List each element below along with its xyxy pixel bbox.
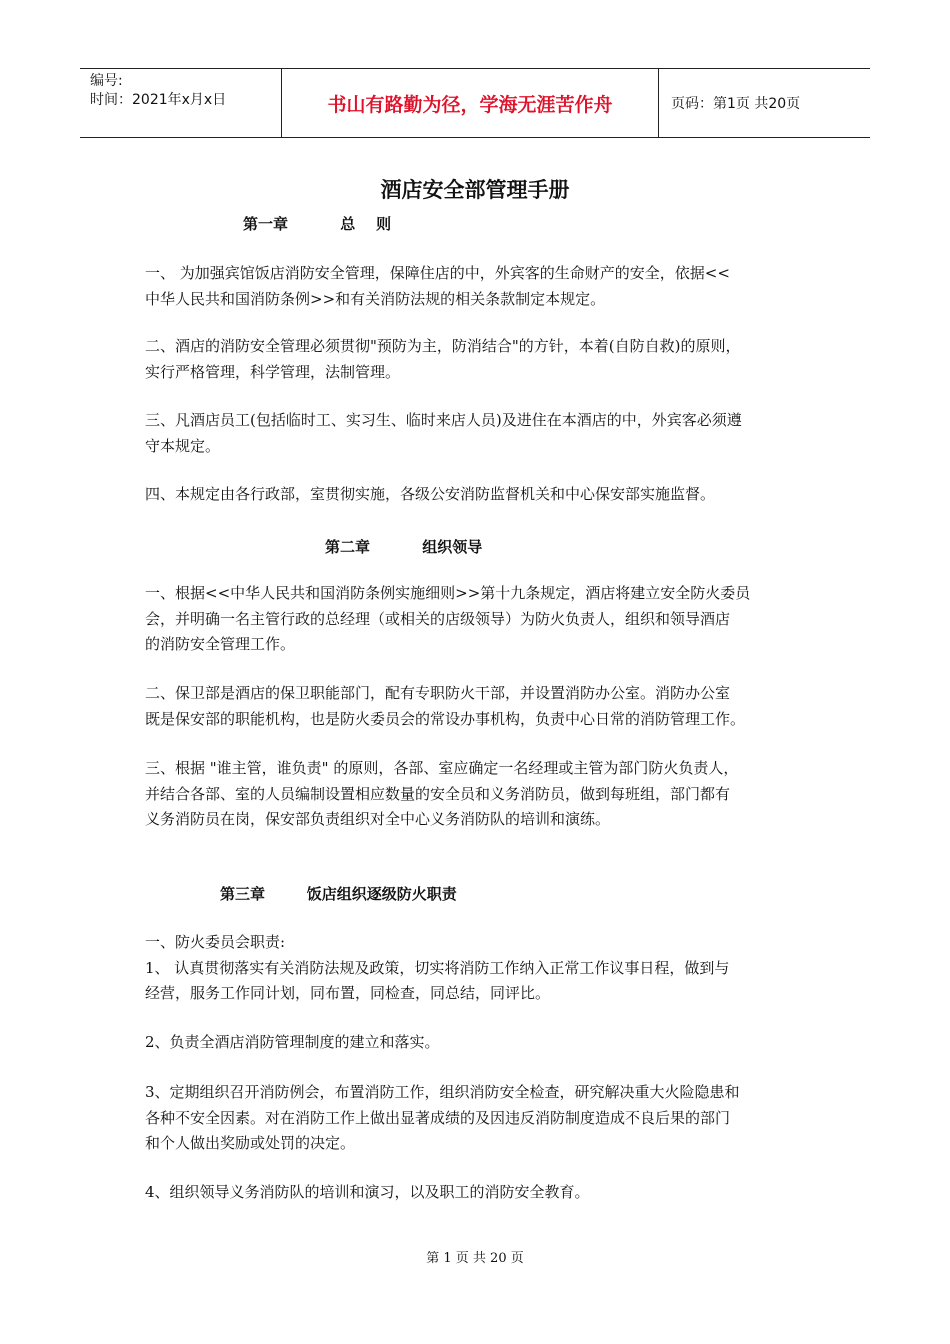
page-footer: 第 1 页 共 20 页 xyxy=(426,1251,524,1266)
page-header xyxy=(80,68,870,138)
text-line: 三、根据 "谁主管，谁负责" 的原则，各部、室应确定一名经理或主管为部门防火负责人， xyxy=(145,759,739,777)
paragraph xyxy=(145,334,810,385)
text-line: 的消防安全管理工作。 xyxy=(145,635,296,653)
number-label: 编号: xyxy=(90,73,123,89)
header-page-info: 页码：第1页 共20页 xyxy=(671,96,801,112)
paragraph xyxy=(145,1080,810,1157)
paragraph xyxy=(145,408,810,459)
text-line: 1、 认真贯彻落实有关消防法规及政策，切实将消防工作纳入正常工作议事日程，做到与 xyxy=(145,958,730,977)
text-line: 3、定期组织召开消防例会，布置消防工作，组织消防安全检查，研究解决重大火险隐患和 xyxy=(145,1083,740,1101)
text-line: 实行严格管理，科学管理，法制管理。 xyxy=(145,362,401,381)
text-line: 一、根据<<中华人民共和国消防条例实施细则>>第十九条规定，酒店将建立安全防火委员 xyxy=(145,584,751,602)
text-line: 四、本规定由各行政部，室贯彻实施，各级公安消防监督机关和中心保安部实施监督。 xyxy=(145,485,716,503)
text-line: 和个人做出奖励或处罚的决定。 xyxy=(145,1134,356,1152)
text-line: 经营，服务工作同计划，同布置，同检查，同总结，同评比。 xyxy=(145,984,551,1002)
chapter-3-heading: 第三章 饭店组织逐级防火职责 xyxy=(220,885,457,903)
paragraph xyxy=(145,482,810,508)
text-line: 二、保卫部是酒店的保卫职能部门，配有专职防火干部，并设置消防办公室。消防办公室 xyxy=(145,684,731,702)
text-line: 中华人民共和国消防条例>>和有关消防法规的相关条款制定本规定。 xyxy=(145,289,606,308)
paragraph xyxy=(145,681,810,732)
chapter-1-heading: 第一章 总 则 xyxy=(243,215,392,233)
text-line: 4、组织领导义务消防队的培训和演习，以及职工的消防安全教育。 xyxy=(145,1183,590,1201)
paragraph xyxy=(145,930,810,1007)
text-line: 义务消防员在岗，保安部负责组织对全中心义务消防队的培训和演练。 xyxy=(145,810,611,828)
text-line: 并结合各部、室的人员编制设置相应数量的安全员和义务消防员，做到每班组，部门都有 xyxy=(145,784,731,803)
paragraph xyxy=(145,581,810,658)
time-label: 时间：2021年x月x日 xyxy=(90,92,227,108)
paragraph xyxy=(145,756,810,833)
text-line: 2、负责全酒店消防管理制度的建立和落实。 xyxy=(145,1033,440,1051)
header-meta xyxy=(80,69,282,137)
text-line: 守本规定。 xyxy=(145,436,221,455)
text-line: 二、酒店的消防安全管理必须贯彻"预防为主，防消结合"的方针，本着(自防自救)的原则， xyxy=(145,337,741,355)
text-line: 既是保安部的职能机构，也是防火委员会的常设办事机构，负责中心日常的消防管理工作。 xyxy=(145,709,746,728)
paragraph xyxy=(145,261,810,312)
text-line: 三、凡酒店员工(包括临时工、实习生、临时来店人员)及进住在本酒店的中，外宾客必须遵 xyxy=(145,411,742,429)
text-line: 一、防火委员会职责: xyxy=(145,933,286,951)
document-title: 酒店安全部管理手册 xyxy=(380,178,570,202)
text-line: 会，并明确一名主管行政的总经理（或相关的店级领导）为防火负责人，组织和领导酒店 xyxy=(145,609,731,628)
header-motto: 书山有路勤为径，学海无涯苦作舟 xyxy=(282,69,659,137)
paragraph xyxy=(145,1030,810,1056)
text-line: 各种不安全因素。对在消防工作上做出显著成绩的及因违反消防制度造成不良后果的部门 xyxy=(145,1108,731,1127)
chapter-2-heading: 第二章 组织领导 xyxy=(325,538,483,556)
text-line: 一、 为加强宾馆饭店消防安全管理，保障住店的中，外宾客的生命财产的安全，依据<< xyxy=(145,264,730,282)
paragraph xyxy=(145,1180,810,1206)
